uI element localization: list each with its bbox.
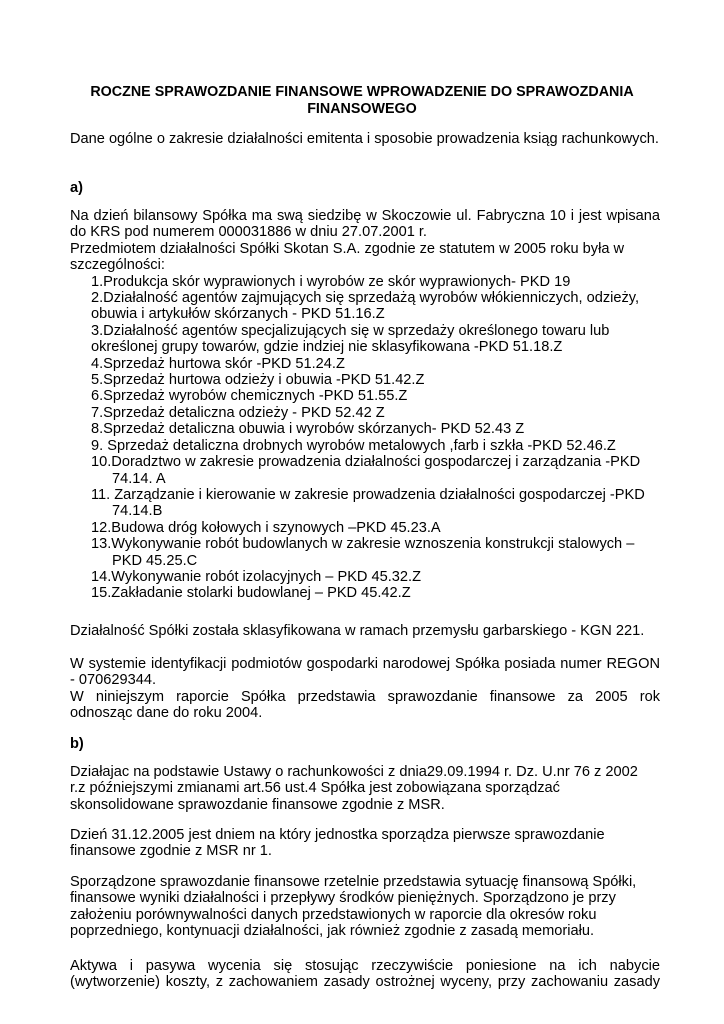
list-item: 14.Wykonywanie robót izolacyjnych – PKD 45.32.Z bbox=[91, 568, 422, 585]
list-item: 6.Sprzedaż wyrobów chemicznych -PKD 51.55.Z bbox=[91, 388, 408, 405]
document-title: ROCZNE SPRAWOZDANIE FINANSOWE WPROWADZENIE DO SPRAWOZDANIA FINANSOWEGO bbox=[90, 84, 634, 117]
list-item: 12.Budowa dróg kołowych i szynowych –PKD 45.23.A bbox=[91, 519, 441, 536]
list-item: 8.Sprzedaż detaliczna obuwia i wyrobów skórzanych- PKD 52.43 Z bbox=[91, 421, 525, 438]
classification-paragraph: Działalność Spółki została sklasyfikowana w ramach przemysłu garbarskiego - KGN 221. bbox=[70, 623, 645, 639]
text-line: (wytworzenie) koszty, z zachowaniem zasady ostrożnej wyceny, przy zachowaniu zasady bbox=[70, 974, 660, 991]
list-item: 1.Produkcja skór wyprawionych i wyrobów ze skór wyprawionych- PKD 19 bbox=[91, 273, 571, 290]
text-line: - 070629344. bbox=[70, 672, 157, 689]
list-item: 11. Zarządzanie i kierowanie w zakresie prowadzenia działalności gospodarczej -PKD 74.14.B bbox=[91, 486, 645, 520]
list-item: 13.Wykonywanie robót budowlanych w zakresie wznoszenia konstrukcji stalowych – PKD 45.25.C bbox=[91, 536, 635, 569]
text-line: r.z późniejszymi zmianami art.56 ust.4 Spółka jest zobowiązana sporządzać bbox=[70, 780, 560, 797]
list-item: 5.Sprzedaż hurtowa odzieży i obuwia -PKD 51.42.Z bbox=[91, 372, 425, 389]
legal-basis-paragraph bbox=[70, 764, 660, 813]
text-line: Przedmiotem działalności Spółki Skotan S.A. zgodnie ze statutem w 2005 roku była w bbox=[70, 240, 625, 257]
list-item: 3.Działalność agentów specjalizujących się w sprzedaży określonego towaru lub określonej grupy towarów, gdzie indziej nie sklasyfikowana -PKD 51.18.Z bbox=[91, 322, 610, 356]
msr-date-paragraph bbox=[70, 827, 660, 860]
text-line: odnosząc dane do roku 2004. bbox=[70, 705, 263, 722]
text-line: Sporządzone sprawozdanie finansowe rzetelnie przedstawia sytuację finansową Spółki, bbox=[70, 874, 637, 890]
text-line: Dzień 31.12.2005 jest dniem na który jednostka sporządza pierwsze sprawozdanie bbox=[70, 827, 605, 843]
valuation-paragraph bbox=[70, 958, 660, 991]
list-item: 7.Sprzedaż detaliczna odzieży - PKD 52.42 Z bbox=[91, 404, 385, 421]
regon-paragraph bbox=[70, 656, 660, 722]
text-line: Aktywa i pasywa wycenia się stosując rzeczywiście poniesione na ich nabycie bbox=[70, 958, 660, 974]
list-item: 9. Sprzedaż detaliczna drobnych wyrobów metalowych ,farb i szkła -PKD 52.46.Z bbox=[91, 437, 616, 454]
text-line: poprzedniego, kontynuacji działalności, jak również zgodnie z zasadą memoriału. bbox=[70, 923, 595, 940]
text-line: W systemie identyfikacji podmiotów gospodarki narodowej Spółka posiada numer REGON bbox=[70, 656, 660, 672]
intro-paragraph: Dane ogólne o zakresie działalności emitenta i sposobie prowadzenia ksiąg rachunkowych. bbox=[70, 131, 659, 147]
text-line: założeniu porównywalności danych przedstawionych w raporcie dla okresów roku bbox=[70, 906, 597, 923]
section-a-heading: a) bbox=[70, 180, 83, 196]
list-item: 2.Działalność agentów zajmujących się sprzedażą wyrobów włókienniczych, odzieży, obuwia i artykułów skórzanych - PKD 51.16.Z bbox=[91, 290, 640, 323]
text-line: Działajac na podstawie Ustawy o rachunkowości z dnia29.09.1994 r. Dz. U.nr 76 z 2002 bbox=[70, 764, 638, 780]
list-item: 4.Sprzedaż hurtowa skór -PKD 51.24.Z bbox=[91, 355, 345, 372]
text-line: finansowe wyniki działalności i przepływy środków pieniężnych. Sporządzono je przy bbox=[70, 890, 616, 907]
text-line: W niniejszym raporcie Spółka przedstawia sprawozdanie finansowe za 2005 rok bbox=[70, 688, 660, 705]
fair-presentation-paragraph bbox=[70, 874, 660, 940]
list-item: 10.Doradztwo w zakresie prowadzenia działalności gospodarczej i zarządzania -PKD 74.14. A bbox=[91, 454, 641, 487]
company-info-paragraph bbox=[70, 208, 660, 602]
text-line: Na dzień bilansowy Spółka ma swą siedzibę w Skoczowie ul. Fabryczna 10 i jest wpisana bbox=[70, 208, 660, 224]
text-line: finansowe zgodnie z MSR nr 1. bbox=[70, 843, 272, 860]
list-item: 15.Zakładanie stolarki budowlanej – PKD 45.42.Z bbox=[91, 585, 411, 602]
text-line: szczególności: bbox=[70, 257, 165, 274]
text-line: do KRS pod numerem 000031886 w dniu 27.07.2001 r. bbox=[70, 224, 427, 241]
section-b-heading: b) bbox=[70, 736, 84, 752]
text-line: skonsolidowane sprawozdanie finansowe zgodnie z MSR. bbox=[70, 796, 445, 813]
